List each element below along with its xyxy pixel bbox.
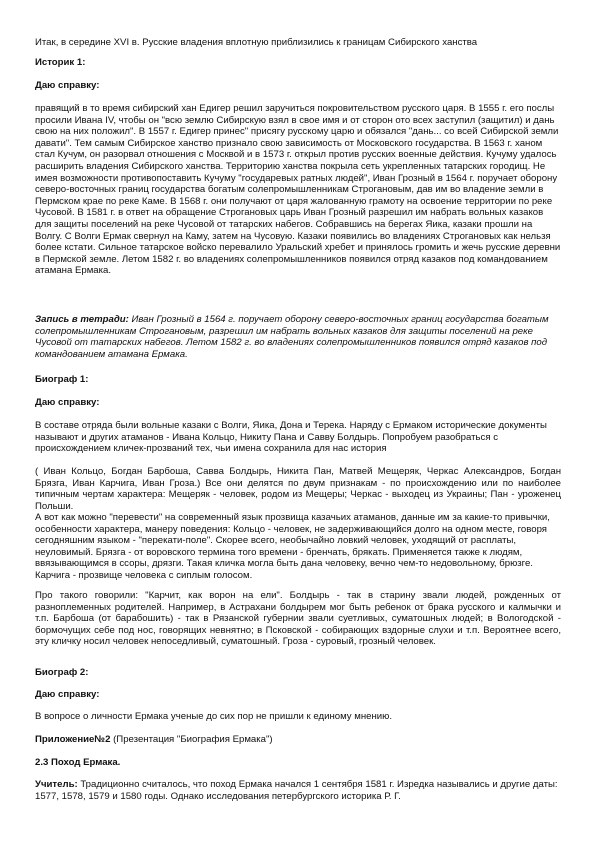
- historian-1-text: правящий в то время сибирский хан Едигер решил заручиться покровительством русского царя. В 1555 г. его послы просили Ивана IV, чтобы он "всю землю Сибирскую взял в свое имя и от сторон ото всех заступил (защитил) и дань свою на них положил". В 1557 г. Едигер принес" присягу русскому царю и обязался "дань... со всей Сибирской земли давати". Тем самым Сибирское ханство признало свою зависимость от Московского государства. В 1563 г. ханом стал Кучум, он разорвал отношения с Москвой и в 1573 г. открыл против русских военные действия. Кучуму удалось расширить владения Сибирского ханства. Территорию ханства покрыла сеть укрепленных татарских городищ. Не имея возможности противопоставить Кучуму "государевых ратных людей", Иван Грозный в 1564 г. поручает оборону северо-восточных границ государства богатым солепромышленникам Строгановым, дав им во владение земли в Пермском крае по реке Каме. В 1568 г. они получают от царя жалованную грамоту на освоение территории по реке Чусовой. В 1581 г. в ответ на обращение Строгановых царь Иван Грозный разрешил им набрать вольных казаков для защиты поселений на реке Чусовой от татарских набегов. Собравшись на берегах Яика, казаки прошли на Волгу. С Волги Ермак свернул на Каму, затем на Чусовую. Казаки появились во владениях Строгановых как нельзя более кстати. Сильное татарское войско перевалило Уральский хребет и принялось громить и жечь русские деревни в Пермской земле. Летом 1582 г. во владениях солепромышленников появился отряд казаков под командованием атамана Ермака.: [35, 103, 561, 277]
- appendix-label: Приложение№2: [35, 734, 111, 745]
- biographer-1-label: Биограф 1:: [35, 374, 89, 385]
- teacher-paragraph: [35, 779, 561, 802]
- historian-1-ref-heading: Даю справку:: [35, 80, 100, 91]
- historian-1-label: Историк 1:: [35, 57, 86, 68]
- notebook-label: Запись в тетради:: [35, 314, 129, 325]
- appendix-text: (Презентация "Биография Ермака"): [110, 734, 273, 745]
- teacher-label: Учитель:: [35, 779, 78, 790]
- biographer-2-ref-heading: Даю справку:: [35, 689, 100, 700]
- notebook-entry: [35, 314, 561, 360]
- biographer-2-label: Биограф 2:: [35, 667, 89, 678]
- appendix-line: [35, 734, 561, 746]
- intro-paragraph: Итак, в середине XVI в. Русские владения вплотную приблизились к границам Сибирского ханства: [35, 37, 478, 48]
- biographer-1-paragraph-4: Про такого говорили: "Карчит, как ворон на ели". Болдырь - так в старину звали людей, рожденных от разноплеменных родителей. Например, в Астрахани болдырем мог быть ребенок от брака русского и калмычки и т.п. Барбоша (от барабошить) - так в Рязанской губернии звали суетливых, суматошных людей; в Вологодской - бормочущих себе под нос, говорящих невнятно; в Псковской - собирающих вздорные слухи и т.п. Вероятнее всего, эту кличку носил человек непоседливый, суматошный. Гроза - суровый, грозный человек.: [35, 590, 561, 648]
- biographer-1-ref-heading: Даю справку:: [35, 397, 100, 408]
- biographer-2-text: В вопросе о личности Ермака ученые до сих пор не пришли к единому мнению.: [35, 711, 393, 722]
- section-heading: 2.3 Поход Ермака.: [35, 757, 121, 768]
- teacher-text: Традиционно считалось, что поход Ермака начался 1 сентября 1581 г. Изредка назывались и другие даты: 1577, 1578, 1579 и 1580 годы. Однако исследования петербургского историка Р. Г.: [35, 779, 558, 802]
- biographer-1-paragraph-1: В составе отряда были вольные казаки с Волги, Яика, Дона и Терека. Наряду с Ермаком исторические документы называют и других атаманов - Ивана Кольцо, Никиту Пана и Савву Болдырь. Попробуем разобраться с происхождением кличек-прозваний тех, чьи имена сохранила для нас история: [35, 420, 547, 455]
- biographer-1-paragraph-2: ( Иван Кольцо, Богдан Барбоша, Савва Болдырь, Никита Пан, Матвей Мещеряк, Черкас Александров, Богдан Брязга, Иван Карчига, Иван Гроза.) Все они делятся по двум признакам - по происхождению или по наиболее типичным чертам характера: Мещеряк - человек, родом из Мещеры; Черкас - выходец из Украины; Пан - уроженец Польши.: [35, 466, 561, 512]
- biographer-1-paragraph-3: А вот как можно "перевести" на современный язык прозвища казачьих атаманов, данные им за какие-то привычки, особенности характера, манеру поведения: Кольцо - человек, не задерживающийся долго на одном месте, говоря сегодняшним языком - "перекати-поле". Скорее всего, необычайно ловкий человек, уходящий от расплаты, неуловимый. Брязга - от воровского термина того времени - бренчать, брякать. Применяется также к людям, ввязывающимся в ссоры, дрязги. Такая кличка могла быть дана человеку, вечно чем-то недовольному, брюзге. Карчига - прозвище человека с сиплым голосом.: [35, 512, 550, 581]
- notebook-text: Иван Грозный в 1564 г. поручает оборону северо-восточных границ государства богатым солепромышленникам Строгановым, разрешил им набрать вольных казаков для защиты поселений на реке Чусовой от татарских набегов. Летом 1582 г. во владениях солепромышленников появился отряд казаков под командованием атамана Ермака.: [35, 314, 549, 360]
